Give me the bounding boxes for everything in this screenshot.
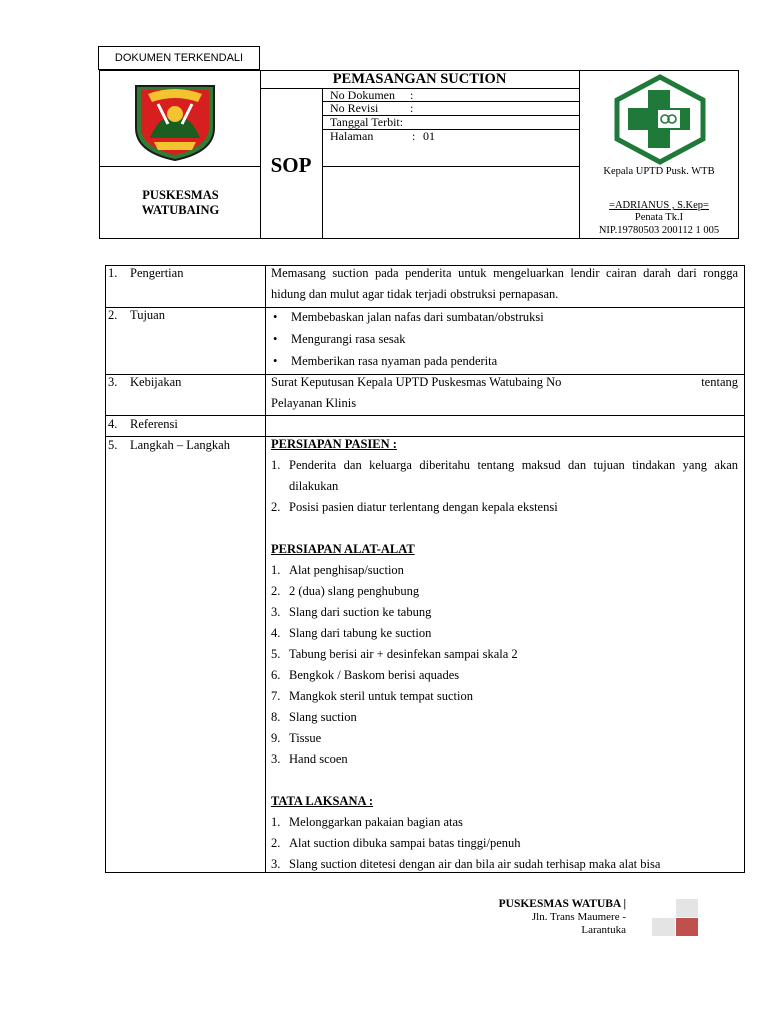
row-number: 5. bbox=[108, 438, 118, 452]
section-title-persiapan-alat: PERSIAPAN ALAT-ALAT bbox=[271, 542, 415, 556]
item-text: Mangkok steril untuk tempat suction bbox=[289, 689, 474, 703]
list-item bbox=[271, 707, 738, 728]
spacer bbox=[271, 770, 738, 791]
row-number: 4. bbox=[108, 417, 118, 431]
meta-tanggal-terbit bbox=[330, 115, 403, 130]
header-divider bbox=[99, 166, 260, 167]
row-divider bbox=[105, 415, 745, 416]
meta-separator: : bbox=[399, 115, 404, 129]
tujuan-item: • Memberikan rasa nyaman pada penderita bbox=[269, 350, 739, 372]
meta-halaman bbox=[330, 129, 435, 144]
institution-line2: WATUBAING bbox=[141, 203, 220, 217]
row-label: Pengertian bbox=[130, 266, 184, 280]
row-label: Langkah – Langkah bbox=[130, 438, 230, 452]
item-text: Slang dari suction ke tabung bbox=[289, 605, 432, 619]
item-number: 1. bbox=[271, 815, 281, 829]
tujuan-item: • Membebaskan jalan nafas dari sumbatan/obstruksi bbox=[269, 306, 739, 328]
list-item bbox=[271, 455, 738, 497]
kebijakan-line1-end: tentang bbox=[701, 375, 738, 389]
item-text: Slang suction ditetesi dengan air dan bila air sudah terhisap maka alat bisa bbox=[289, 857, 661, 871]
item-number: 3. bbox=[271, 605, 281, 619]
item-number: 9. bbox=[271, 731, 281, 745]
row-label: Kebijakan bbox=[130, 375, 182, 389]
footer-decor-block bbox=[652, 918, 675, 936]
row-number: 2. bbox=[108, 308, 118, 322]
item-text: Alat suction dibuka sampai batas tinggi/penuh bbox=[289, 836, 521, 850]
footer-decor-block bbox=[676, 899, 698, 917]
meta-separator: : bbox=[410, 88, 414, 102]
list-item bbox=[271, 812, 738, 833]
meta-separator: : bbox=[412, 129, 416, 143]
item-text: Posisi pasien diatur terlentang dengan kepala ekstensi bbox=[289, 500, 558, 514]
item-text: Tabung berisi air + desinfekan sampai skala 2 bbox=[289, 647, 518, 661]
item-number: 5. bbox=[271, 647, 281, 661]
kebijakan-text bbox=[271, 372, 738, 414]
item-number: 3. bbox=[271, 857, 281, 871]
meta-label: Halaman bbox=[330, 129, 374, 143]
item-text: Tissue bbox=[289, 731, 322, 745]
signer-nip: NIP.19780503 200112 1 005 bbox=[598, 225, 720, 236]
list-item bbox=[271, 854, 738, 875]
kebijakan-line2: Pelayanan Klinis bbox=[271, 396, 357, 410]
item-number: 6. bbox=[271, 668, 281, 682]
pengertian-text: Memasang suction pada penderita untuk mengeluarkan lendir cairan darah dari rongga hidung dan mulut agar tidak terjadi obstruksi pernapasan. bbox=[271, 266, 738, 301]
list-item bbox=[271, 623, 738, 644]
list-item bbox=[271, 749, 738, 770]
item-number: 1. bbox=[271, 563, 281, 577]
institution-name bbox=[103, 188, 258, 218]
meta-label: Tanggal Terbit bbox=[330, 115, 400, 129]
item-number: 3. bbox=[271, 752, 281, 766]
item-text: Alat penghisap/suction bbox=[289, 563, 404, 577]
row-label: Referensi bbox=[130, 417, 178, 431]
footer-decor-block-accent bbox=[676, 918, 698, 936]
document-control-text: DOKUMEN TERKENDALI bbox=[114, 52, 244, 64]
item-number: 4. bbox=[271, 626, 281, 640]
list-item bbox=[271, 833, 738, 854]
row-number: 1. bbox=[108, 266, 118, 280]
list-item bbox=[271, 686, 738, 707]
document-control-label bbox=[98, 46, 260, 70]
tujuan-item: • Mengurangi rasa sesak bbox=[269, 328, 739, 350]
item-number: 8. bbox=[271, 710, 281, 724]
section-title-persiapan-pasien: PERSIAPAN PASIEN : bbox=[271, 437, 397, 451]
footer-institution: PUSKESMAS WATUBA | bbox=[498, 898, 626, 910]
meta-separator: : bbox=[410, 101, 414, 115]
meta-label: No Dokumen bbox=[330, 88, 395, 102]
list-item bbox=[271, 497, 738, 518]
item-number: 7. bbox=[271, 689, 281, 703]
spacer bbox=[271, 518, 738, 539]
item-text: Slang suction bbox=[289, 710, 357, 724]
column-divider bbox=[265, 265, 266, 873]
item-text: Penderita dan keluarga diberitahu tentang maksud dan tujuan tindakan yang akan dilakukan bbox=[289, 458, 738, 493]
section-title-tata-laksana: TATA LAKSANA : bbox=[271, 794, 374, 808]
row-label-kebijakan bbox=[108, 372, 182, 393]
list-item bbox=[271, 581, 738, 602]
meta-no-revisi bbox=[330, 101, 414, 116]
list-item bbox=[271, 602, 738, 623]
row-label: Tujuan bbox=[130, 308, 165, 322]
header-divider bbox=[260, 88, 579, 89]
puskesmas-cross-logo bbox=[611, 73, 709, 165]
header-divider bbox=[322, 88, 323, 239]
footer-address-line1: Jln. Trans Maumere - bbox=[531, 911, 626, 923]
row-label-tujuan bbox=[108, 305, 165, 326]
item-number: 2. bbox=[271, 584, 281, 598]
meta-value: 01 bbox=[423, 129, 435, 143]
langkah-content bbox=[271, 434, 738, 875]
kebijakan-line1: Surat Keputusan Kepala UPTD Puskesmas Watubaing No bbox=[271, 375, 562, 389]
item-text: 2 (dua) slang penghubung bbox=[289, 584, 420, 598]
signer-name: =ADRIANUS , S.Kep= bbox=[609, 200, 709, 211]
document-title: PEMASANGAN SUCTION bbox=[332, 71, 507, 87]
item-text: Bengkok / Baskom berisi aquades bbox=[289, 668, 460, 682]
tujuan-list bbox=[269, 306, 739, 372]
row-label-pengertian bbox=[108, 263, 184, 284]
sop-label: SOP bbox=[270, 153, 312, 177]
item-text: Hand scoen bbox=[289, 752, 348, 766]
list-item bbox=[271, 644, 738, 665]
regional-emblem-logo bbox=[128, 80, 222, 164]
row-number: 3. bbox=[108, 375, 118, 389]
list-item bbox=[271, 665, 738, 686]
list-item bbox=[271, 728, 738, 749]
item-number: 1. bbox=[271, 458, 281, 472]
header-divider bbox=[322, 166, 579, 167]
item-text: Melonggarkan pakaian bagian atas bbox=[289, 815, 463, 829]
list-item bbox=[271, 560, 738, 581]
meta-label: No Revisi bbox=[330, 101, 379, 115]
row-label-langkah bbox=[108, 435, 230, 456]
item-number: 2. bbox=[271, 836, 281, 850]
institution-line1: PUSKESMAS bbox=[142, 188, 219, 202]
item-number: 2. bbox=[271, 500, 281, 514]
signer-title: Kepala UPTD Pusk. WTB bbox=[603, 166, 715, 177]
footer-address-line2: Larantuka bbox=[581, 924, 626, 936]
row-label-referensi bbox=[108, 414, 178, 435]
signer-rank: Penata Tk.I bbox=[634, 212, 684, 223]
header-divider bbox=[260, 70, 261, 239]
item-text: Slang dari tabung ke suction bbox=[289, 626, 432, 640]
